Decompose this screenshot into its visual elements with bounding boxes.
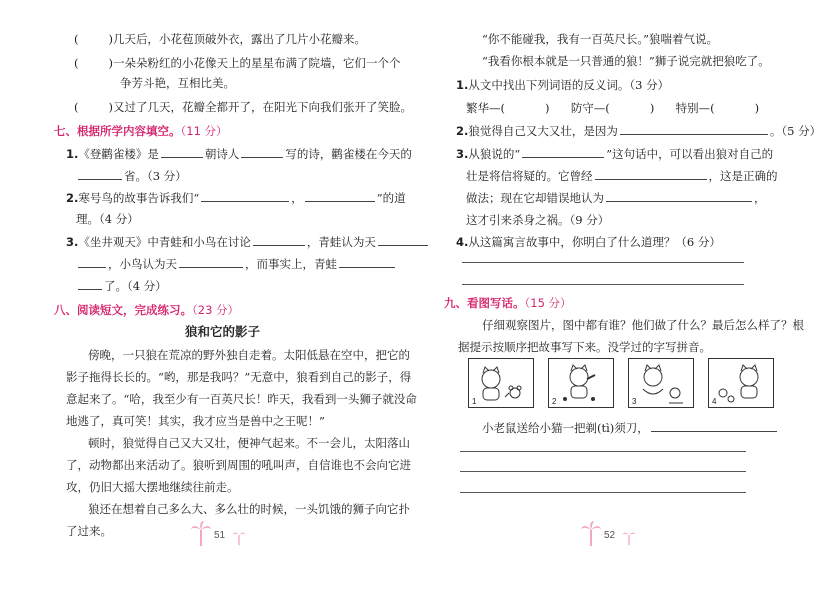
- r-q3-line3: 做法；现在它却错误地认为 ，: [466, 191, 766, 205]
- story-picture-3: 3: [628, 358, 694, 408]
- section9-title: 九、看图写话。（15 分）: [444, 296, 572, 310]
- cat-mice-illustration: [709, 359, 773, 407]
- story-picture-4: 4: [708, 358, 774, 408]
- answer-blank[interactable]: [253, 234, 305, 246]
- s9-story-start: 小老鼠送给小猫一把剃(tì)须刀，: [482, 419, 779, 437]
- answer-blank[interactable]: [339, 256, 395, 268]
- answer-blank[interactable]: [651, 420, 777, 432]
- writing-line[interactable]: [460, 471, 746, 472]
- answer-line[interactable]: [462, 262, 744, 263]
- story-paragraph-line: 傍晚，一只狼在荒凉的野外独自走着。太阳低悬在空中，把它的: [88, 348, 410, 362]
- page-number: 52: [604, 530, 616, 541]
- palm-tree-icon: [580, 520, 602, 546]
- order-item-3: ( )又过了几天，花瓣全都开了，在阳光下向我们张开了笑脸。: [74, 100, 412, 114]
- s9-instructions-line: 据提示按顺序把故事写下来。没学过的字写拼音。: [458, 340, 711, 354]
- story-paragraph-line: 狼还在想着自己多么大、多么壮的时候，一头饥饿的狮子向它扑: [88, 502, 410, 516]
- cat-shaving-illustration: [549, 359, 613, 407]
- section7-title: 七、根据所学内容填空。（11 分）: [54, 124, 228, 138]
- answer-blank[interactable]: [620, 123, 768, 135]
- s7-q1-line2: 省。（3 分）: [76, 167, 187, 185]
- r-q3-line4: 这才引来杀身之祸。（9 分）: [466, 213, 610, 227]
- s7-q2-line2: 理。（4 分）: [76, 212, 139, 226]
- answer-blank[interactable]: [78, 278, 102, 290]
- story-paragraph-line: 顿时，狼觉得自己又大又壮，便神气起来。不一会儿，太阳落山: [88, 436, 410, 450]
- s7-q1-line1: 1.《登鹳雀楼》是 朝诗人 写的诗，鹳雀楼在今天的: [66, 147, 412, 161]
- story-continuation-line: “你不能碰我，我有一百英尺长。”狼喘着气说。: [482, 32, 719, 46]
- answer-blank[interactable]: [179, 256, 243, 268]
- page-number: 51: [214, 530, 226, 541]
- story-continuation-line: “我看你根本就是一只普通的狼！”狮子说完就把狼吃了。: [482, 54, 770, 68]
- r-q1-words: 繁华—( ) 防守—( ) 特别—( ): [466, 101, 760, 115]
- answer-blank[interactable]: [606, 190, 752, 202]
- s7-q3-line1: 3.《坐井观天》中青蛙和小鸟在讨论 ，青蛙认为天: [66, 233, 430, 251]
- mouse-cat-illustration: [469, 359, 533, 407]
- order-item-2-cont: 争芳斗艳，互相比美。: [120, 76, 235, 90]
- r-q4: 4.从这篇寓言故事中，你明白了什么道理？（6 分）: [456, 235, 721, 249]
- answer-blank[interactable]: [305, 190, 375, 202]
- story-title: 狼和它的影子: [185, 324, 261, 339]
- answer-blank[interactable]: [201, 190, 289, 202]
- s9-instructions-line: 仔细观察图片，图中都有谁？他们做了什么？最后怎么样了？根: [482, 318, 804, 332]
- order-item-1: ( )几天后，小花苞顶破外衣，露出了几片小花瓣来。: [74, 32, 366, 46]
- writing-line[interactable]: [460, 451, 746, 452]
- answer-blank[interactable]: [595, 168, 707, 180]
- s7-q3-line3: 了。（4 分）: [76, 277, 167, 295]
- r-q1: 1.从文中找出下列词语的反义词。（3 分）: [456, 78, 670, 92]
- palm-tree-icon: [622, 528, 636, 546]
- s7-q3-line2: ，小鸟认为天 ，而事实上，青蛙: [76, 255, 397, 273]
- story-paragraph-line: 地逃了，真可笑！其实，我才应当是兽中之王呢！”: [66, 414, 325, 428]
- right-page: [400, 0, 821, 589]
- story-picture-2: 2: [548, 358, 614, 408]
- answer-blank[interactable]: [78, 168, 122, 180]
- section8-title: 八、阅读短文，完成练习。（23 分）: [54, 303, 240, 317]
- r-q3-line1: 3.从狼说的“ ”这句话中，可以看出狼对自己的: [456, 147, 774, 161]
- writing-line[interactable]: [460, 492, 746, 493]
- order-item-2: ( )一朵朵粉红的小花像天上的星星布满了院墙，它们一个个: [74, 56, 401, 70]
- palm-tree-icon: [232, 528, 246, 546]
- story-paragraph-line: 意起来了。“哈，我至少有一百英尺长！昨天，我看到一头狮子就没命: [66, 392, 417, 406]
- palm-tree-icon: [190, 520, 212, 546]
- s7-q2-line1: 2.寒号鸟的故事告诉我们“ ， ”的道: [66, 191, 406, 205]
- answer-blank[interactable]: [161, 146, 203, 158]
- story-paragraph-line: 了，动物都出来活动了。狼听到周围的吼叫声，自信谁也不会向它进: [66, 458, 411, 472]
- answer-blank[interactable]: [241, 146, 283, 158]
- story-paragraph-line: 了过来。: [66, 524, 112, 538]
- story-paragraph-line: 影子拖得长长的。“哟，那是我吗？”无意中，狼看到自己的影子，得: [66, 370, 412, 384]
- r-q3-line2: 壮是将信将疑的。它曾经 ，这是正确的: [466, 169, 778, 183]
- answer-blank[interactable]: [522, 146, 604, 158]
- cat-mouse-illustration: [629, 359, 693, 407]
- story-picture-1: 1: [468, 358, 534, 408]
- answer-blank[interactable]: [78, 256, 106, 268]
- r-q2: 2.狼觉得自己又大又壮，是因为 。（5 分）: [456, 124, 821, 138]
- story-paragraph-line: 攻，仍旧大摇大摆地继续往前走。: [66, 480, 239, 494]
- answer-line[interactable]: [462, 284, 744, 285]
